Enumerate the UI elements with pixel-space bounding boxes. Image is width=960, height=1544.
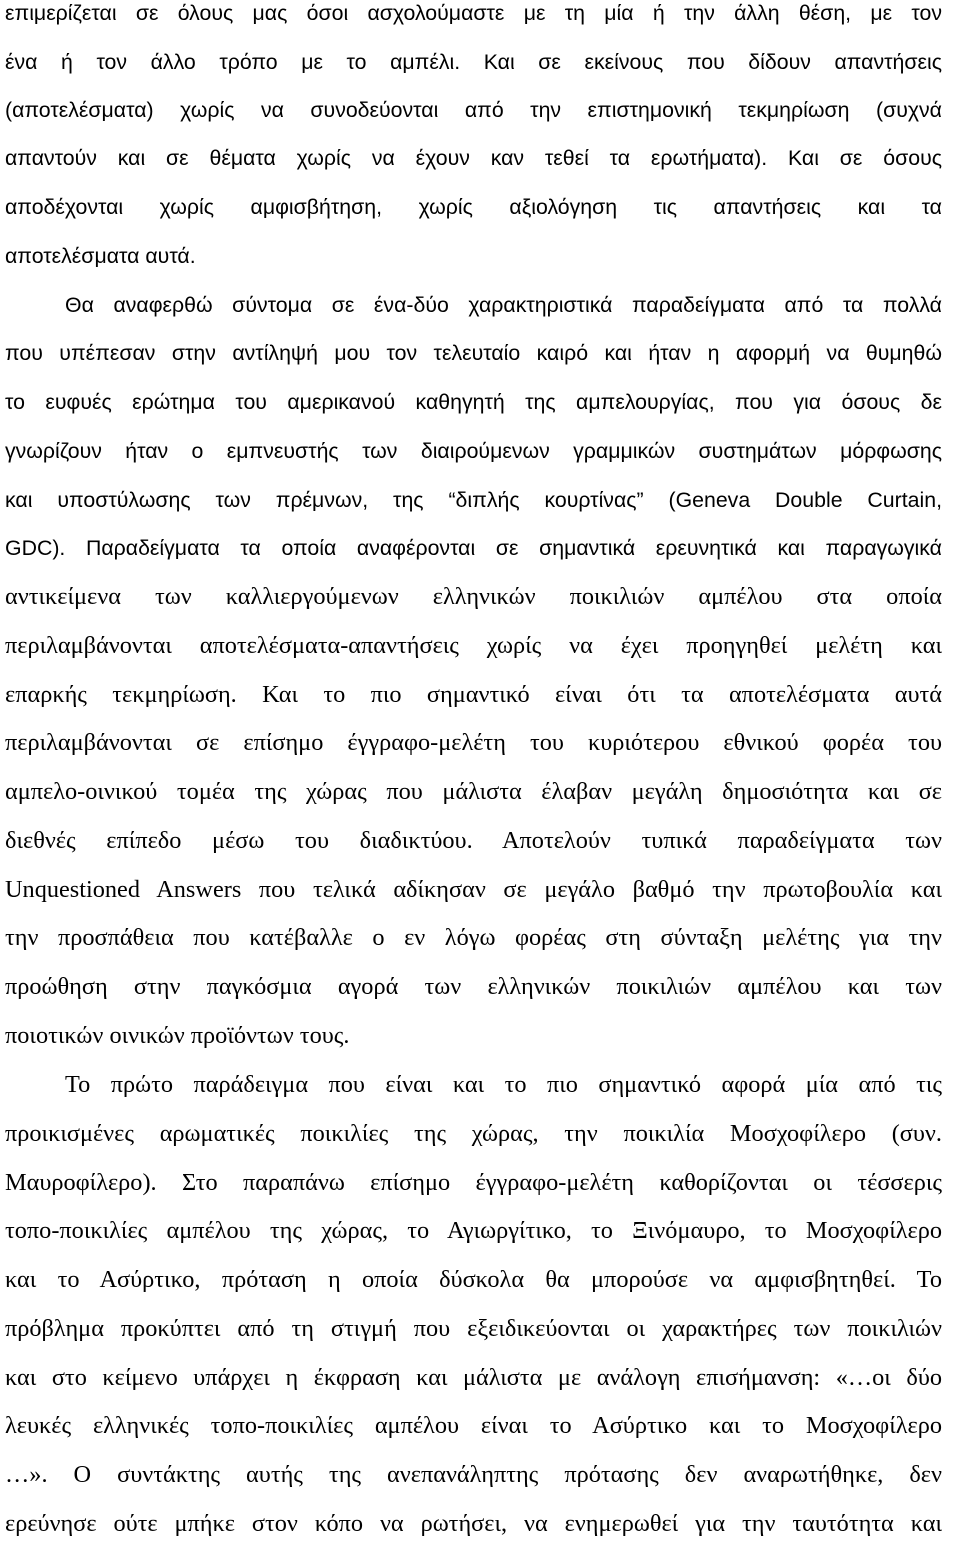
text-line: προικισμένες αρωματικές ποικιλίες της χώρας, την ποικιλία Μοσχοφίλερο (συν. [5, 1120, 942, 1147]
text-line: που υπέπεσαν στην αντίληψή μου τον τελευταίο καιρό και ήταν η αφορμή να θυμηθώ [5, 341, 942, 365]
text-line: λευκές ελληνικές τοπο-ποικιλίες αμπέλου είναι το Ασύρτικο και το Μοσχοφίλερο [5, 1412, 942, 1439]
text-line: (αποτελέσματα) χωρίς να συνοδεύονται από την επιστημονική τεκμηρίωση (συχνά [5, 98, 942, 122]
text-line: ερεύνησε ούτε μπήκε στον κόπο να ρωτήσει, να ενημερωθεί για την ταυτότητα και [5, 1510, 942, 1537]
text-line: ένα ή τον άλλο τρόπο με το αμπέλι. Και σε εκείνους που δίδουν απαντήσεις [5, 50, 942, 74]
text-line: αποτελέσματα αυτά. [5, 244, 196, 268]
text-line: τοπο-ποικιλίες αμπέλου της χώρας, το Αγιωργίτικο, το Ξινόμαυρο, το Μοσχοφίλερο [5, 1217, 942, 1244]
text-line: γνωρίζουν ήταν ο εμπνευστής των διαιρούμενων γραμμικών συστημάτων μόρφωσης [5, 439, 942, 463]
text-line: Unquestioned Answers που τελικά αδίκησαν σε μεγάλο βαθμό την πρωτοβουλία και [5, 876, 942, 903]
text-line: και στο κείμενο υπάρχει η έκφραση και μάλιστα με ανάλογη επισήμανση: «…οι δύο [5, 1364, 942, 1391]
text-line: πρόβλημα προκύπτει από τη στιγμή που εξειδικεύονται οι χαρακτήρες των ποικιλιών [5, 1315, 942, 1342]
text-line: GDC). Παραδείγματα τα οποία αναφέρονται σε σημαντικά ερευνητικά και παραγωγικά [5, 536, 942, 560]
text-line: αμπελο-οινικού τομέα της χώρας που μάλιστα έλαβαν μεγάλη δημοσιότητα και σε [5, 778, 942, 805]
text-line: επιμερίζεται σε όλους μας όσοι ασχολούμαστε με τη μία ή την άλλη θέση, με τον [5, 1, 942, 25]
text-line: και το Ασύρτικο, πρόταση η οποία δύσκολα θα μπορούσε να αμφισβητηθεί. Το [5, 1266, 942, 1293]
text-line: απαντούν και σε θέματα χωρίς να έχουν καν τεθεί τα ερωτήματα). Και σε όσους [5, 146, 942, 170]
text-line: και υποστύλωσης των πρέμνων, της “διπλής κουρτίνας” (Geneva Double Curtain, [5, 488, 942, 512]
text-line: αποδέχονται χωρίς αμφισβήτηση, χωρίς αξιολόγηση τις απαντήσεις και τα [5, 195, 942, 219]
text-line: διεθνές επίπεδο μέσω του διαδικτύου. Αποτελούν τυπικά παραδείγματα των [5, 827, 942, 854]
text-line: επαρκής τεκμηρίωση. Και το πιο σημαντικό είναι ότι τα αποτελέσματα αυτά [5, 681, 942, 708]
text-line: προώθηση στην παγκόσμια αγορά των ελληνικών ποικιλιών αμπέλου και των [5, 973, 942, 1000]
text-line: το ευφυές ερώτημα του αμερικανού καθηγητή της αμπελουργίας, που για όσους δε [5, 390, 942, 414]
text-line: Το πρώτο παράδειγμα που είναι και το πιο σημαντικό αφορά μία από τις [65, 1071, 942, 1098]
text-line: αντικείμενα των καλλιεργούμενων ελληνικών ποικιλιών αμπέλου στα οποία [5, 583, 942, 610]
text-line: περιλαμβάνονται αποτελέσματα-απαντήσεις χωρίς να έχει προηγηθεί μελέτη και [5, 632, 942, 659]
text-line: …». Ο συντάκτης αυτής της ανεπανάληπτης πρότασης δεν αναρωτήθηκε, δεν [5, 1461, 942, 1488]
text-line: Θα αναφερθώ σύντομα σε ένα-δύο χαρακτηριστικά παραδείγματα από τα πολλά [65, 293, 942, 317]
text-line: περιλαμβάνονται σε επίσημο έγγραφο-μελέτη του κυριότερου εθνικού φορέα του [5, 729, 942, 756]
text-line: ποιοτικών οινικών προϊόντων τους. [5, 1022, 350, 1049]
text-line: την προσπάθεια που κατέβαλλε ο εν λόγω φορέας στη σύνταξη μελέτης για την [5, 924, 942, 951]
text-line: Μαυροφίλερο). Στο παραπάνω επίσημο έγγραφο-μελέτη καθορίζονται οι τέσσερις [5, 1169, 942, 1196]
